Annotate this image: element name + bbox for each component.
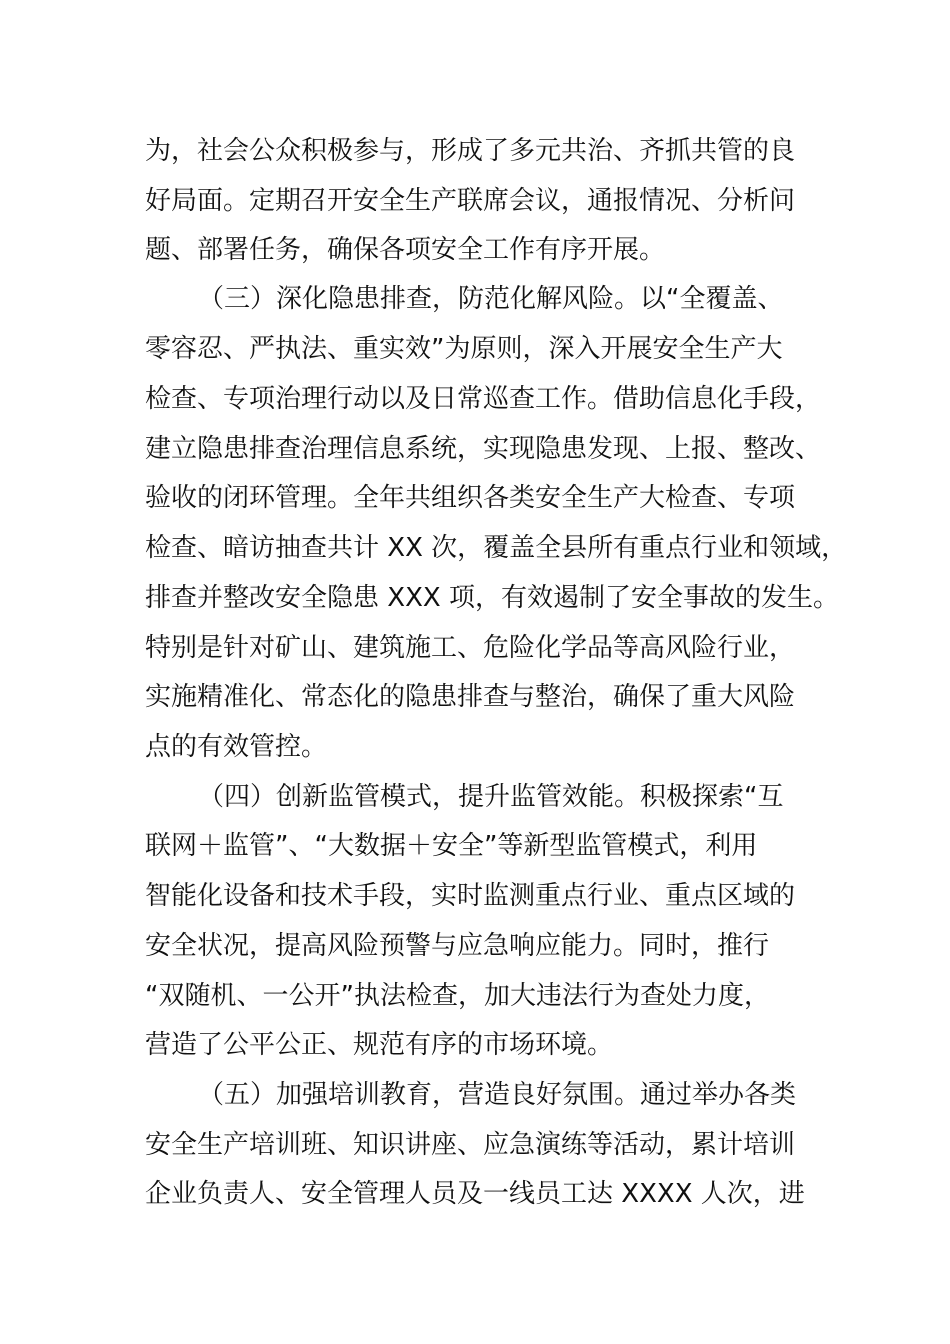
text-line: 联网＋监管”、“大数据＋安全”等新型监管模式，利用	[145, 831, 758, 861]
text-line: 题、部署任务，确保各项安全工作有序开展。	[145, 235, 666, 265]
text-line: 智能化设备和技术手段，实时监测重点行业、重点区域的	[145, 881, 796, 911]
text-line: 建立隐患排查治理信息系统，实现隐患发现、上报、整改、	[145, 434, 822, 464]
text-line: 安全状况，提高风险预警与应急响应能力。同时，推行	[145, 931, 770, 961]
text-line: 排查并整改安全隐患 XXX 项，有效遏制了安全事故的发生。	[145, 583, 839, 613]
text-line: 点的有效管控。	[145, 732, 328, 762]
text-line: 营造了公平公正、规范有序的市场环境。	[145, 1030, 614, 1060]
text-line: 特别是针对矿山、建筑施工、危险化学品等高风险行业，	[145, 633, 796, 663]
text-line: 检查、专项治理行动以及日常巡查工作。借助信息化手段，	[145, 384, 822, 414]
text-line: 为，社会公众积极参与，形成了多元共治、齐抓共管的良	[145, 136, 796, 166]
text-line: 零容忍、严执法、重实效”为原则，深入开展安全生产大	[145, 334, 783, 364]
text-line: 安全生产培训班、知识讲座、应急演练等活动，累计培训	[145, 1130, 796, 1160]
section-heading-line: （三）深化隐患排查，防范化解风险。以“全覆盖、	[198, 284, 784, 314]
text-line: 好局面。定期召开安全生产联席会议，通报情况、分析问	[145, 186, 796, 216]
text-line: 检查、暗访抽查共计 XX 次，覆盖全县所有重点行业和领域，	[145, 533, 848, 563]
text-line: 企业负责人、安全管理人员及一线员工达 XXXX 人次，进	[145, 1179, 805, 1209]
text-line: “双随机、一公开”执法检查，加大违法行为查处力度，	[145, 981, 770, 1011]
section-heading-line: （四）创新监管模式，提升监管效能。积极探索“互	[198, 782, 784, 812]
text-line: 验收的闭环管理。全年共组织各类安全生产大检查、专项	[145, 483, 796, 513]
text-line: 实施精准化、常态化的隐患排查与整治，确保了重大风险	[145, 682, 796, 712]
section-heading-line: （五）加强培训教育，营造良好氛围。通过举办各类	[198, 1080, 797, 1110]
